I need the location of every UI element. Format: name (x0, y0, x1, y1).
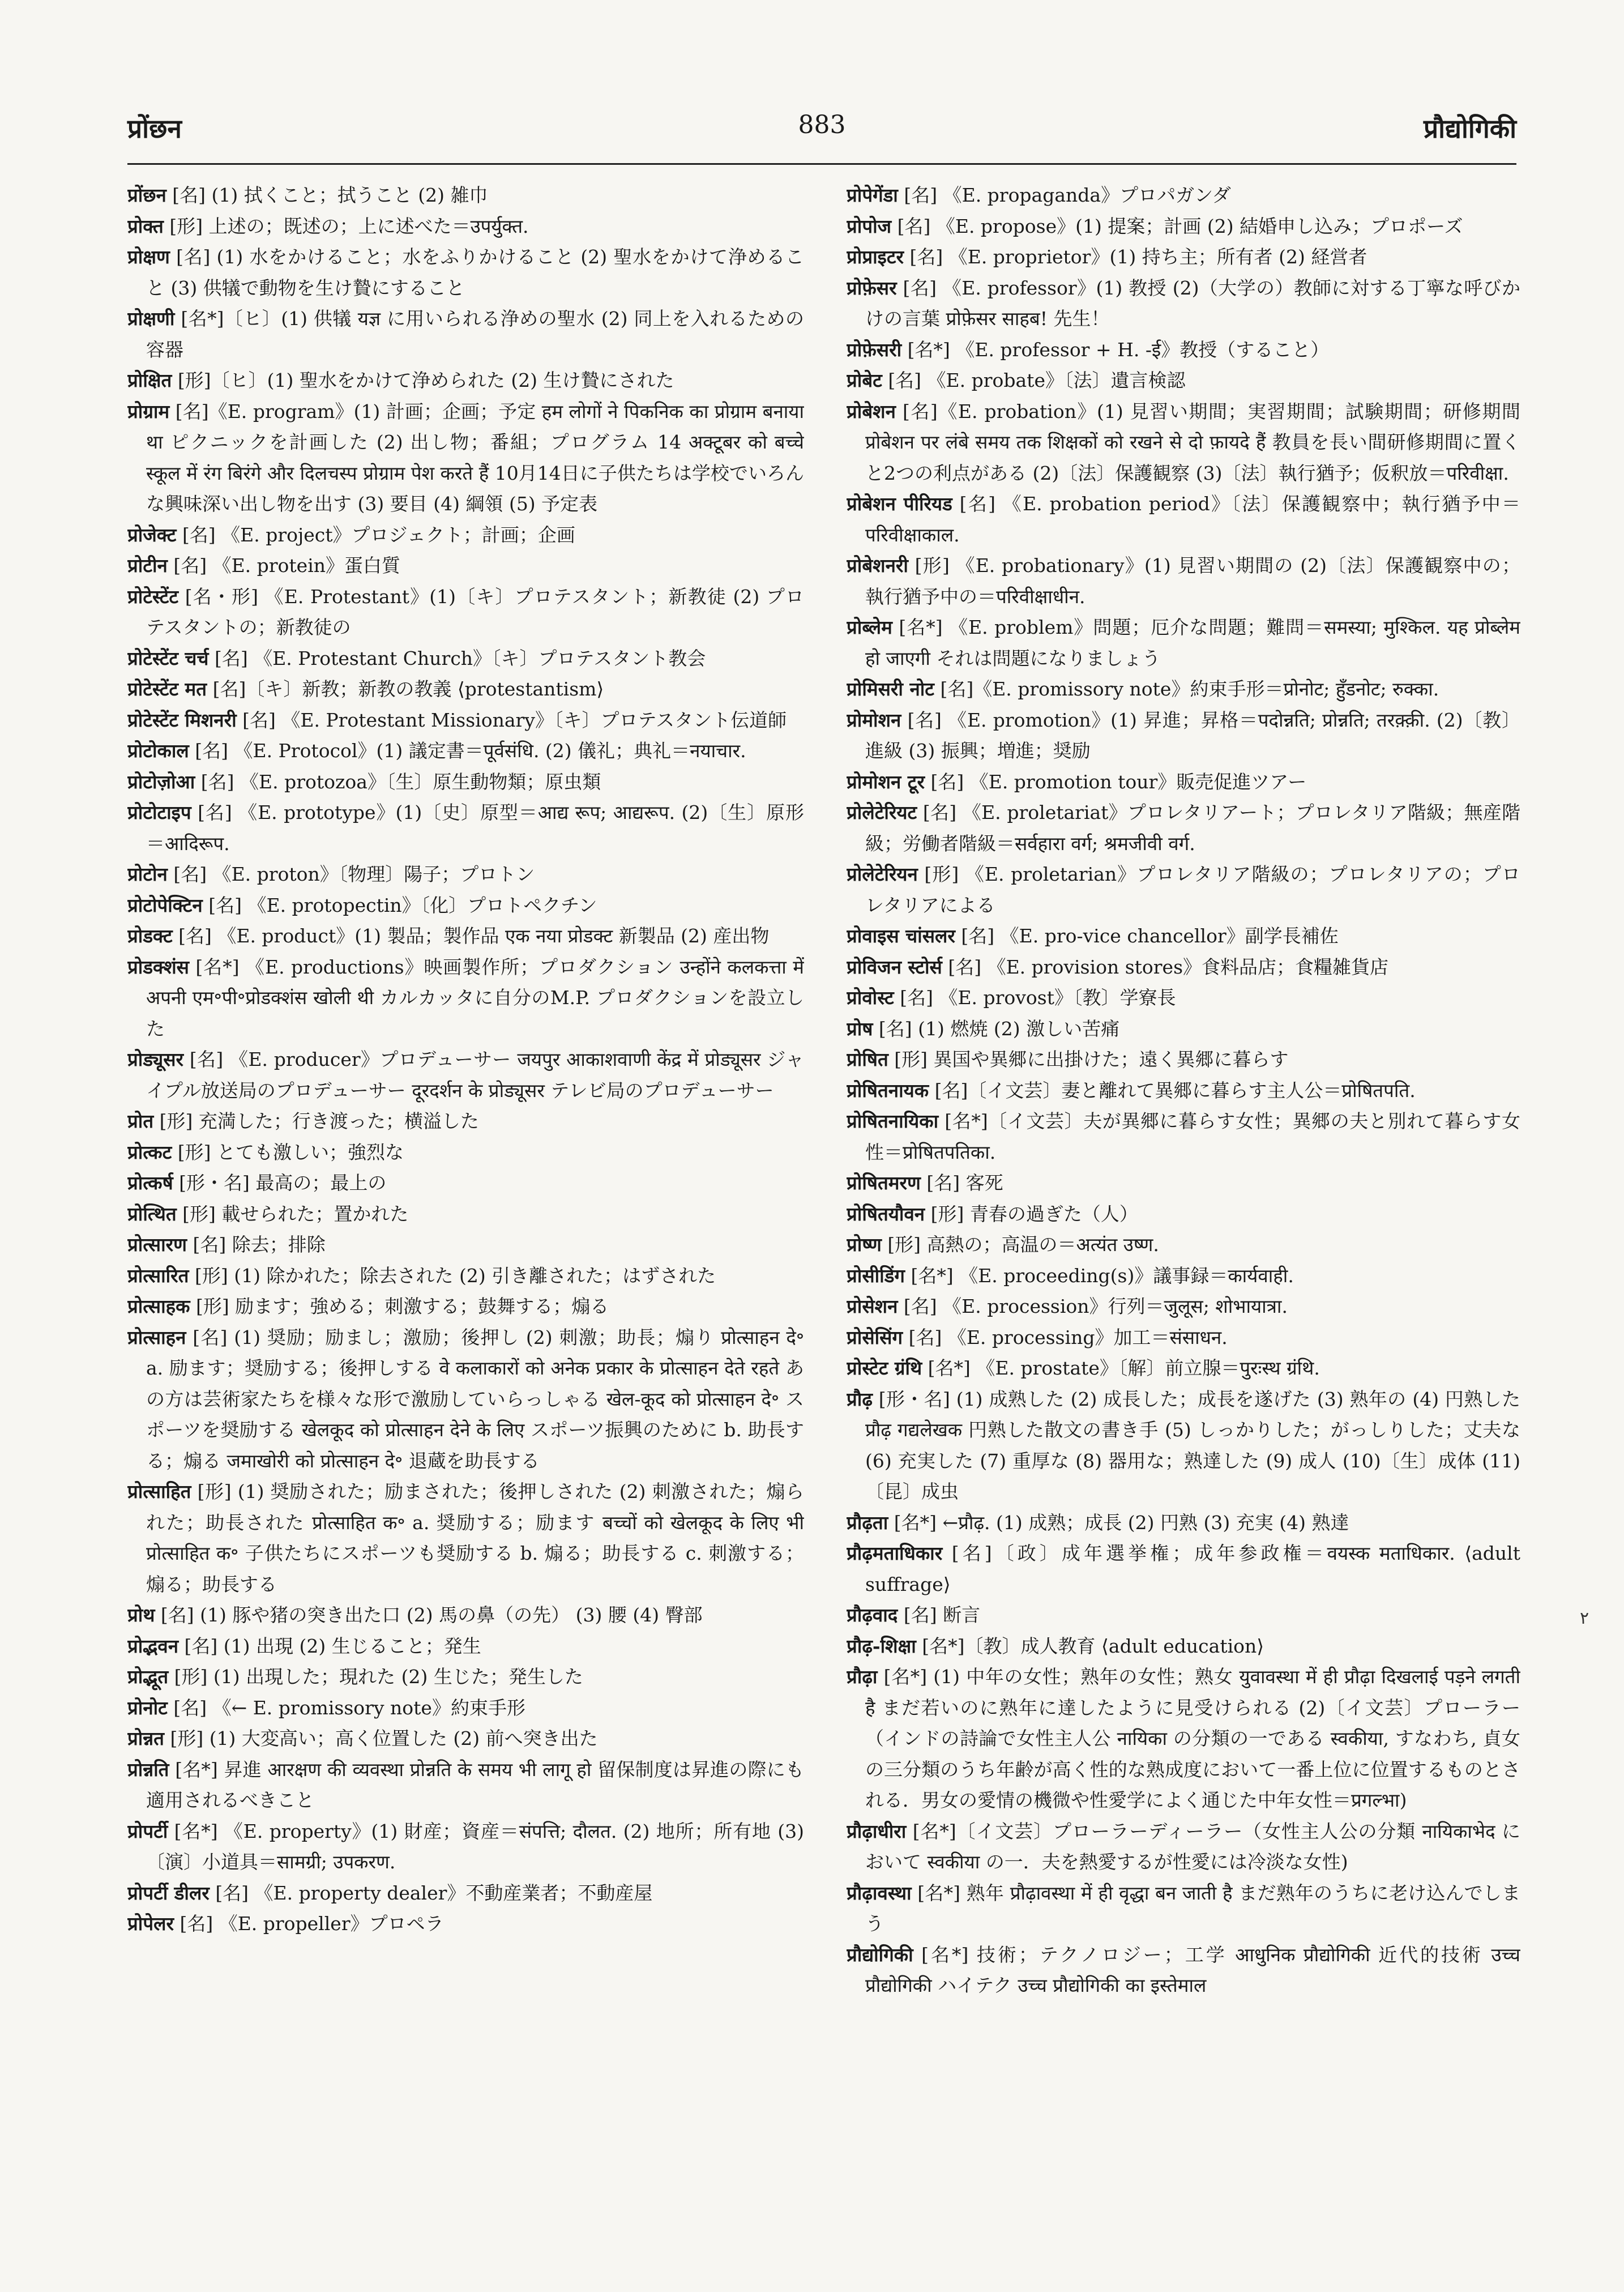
entry-definition: [形] (1) 大変高い；高く位置した (2) 前へ突き出た (170, 1727, 598, 1749)
dictionary-entry (127, 365, 804, 396)
entry-definition: [形] 《E. proletarian》プロレタリア階級の；プロレタリアの；プロレタリアによる (865, 863, 1520, 916)
margin-mark: ٢ (1580, 1608, 1589, 1628)
entry-headword: प्रोसेसिंग (847, 1326, 903, 1348)
entry-definition: [名] 《E. protopectin》〔化〕プロトペクチン (208, 894, 597, 916)
entry-headword: प्रोटेस्टेंट चर्च (127, 647, 209, 669)
entry-headword: प्रोपोज (847, 215, 892, 237)
dictionary-entry (127, 1816, 804, 1878)
entry-definition: [名] 《E. professor》(1) 教授 (2)（大学の）教師に対する丁寧な呼びかけの言葉 प्रोफ़ेसर साहब! 先生！ (865, 276, 1520, 330)
dictionary-entry (847, 1600, 1520, 1631)
dictionary-entry (127, 304, 804, 365)
dictionary-entry (847, 1538, 1520, 1600)
dictionary-entry (847, 1878, 1520, 1940)
dictionary-entry (127, 797, 804, 859)
entry-definition: [名] 《E. project》プロジェクト；計画；企画 (182, 523, 575, 546)
dictionary-entry (127, 1168, 804, 1199)
entry-definition: [名] 《E. pro-vice chancellor》副学長補佐 (961, 925, 1339, 947)
entry-definition: [形]〔ヒ〕(1) 聖水をかけて浄められた (2) 生け贄にされた (177, 369, 674, 391)
dictionary-entry (847, 1662, 1520, 1816)
entry-headword: प्रोषितनायिका (847, 1110, 939, 1132)
entry-definition: [形] 載せられた；置かれた (182, 1202, 409, 1225)
entry-headword: प्रोटेस्टेंट मत (127, 678, 207, 700)
dictionary-entry (127, 1631, 804, 1662)
dictionary-entry (127, 242, 804, 304)
entry-definition: [名] 《E. protozoa》〔生〕原生動物類；原虫類 (200, 770, 601, 793)
entry-headword: प्रोष (847, 1017, 873, 1040)
dictionary-entry (127, 211, 804, 242)
entry-headword: प्रोत्सारित (127, 1264, 189, 1287)
entry-headword: प्रोडक्शंस (127, 955, 189, 978)
entry-definition: [形] 異国や異郷に出掛けた；遠く異郷に暮らす (894, 1048, 1289, 1070)
entry-headword: प्रोत्साहक (127, 1295, 190, 1317)
entry-headword: प्रोटोज़ोआ (127, 770, 195, 793)
entry-definition: [名*] ←प्रौढ़. (1) 成熟；成長 (2) 円熟 (3) 充実 (4) 熟達 (894, 1511, 1349, 1534)
entry-definition: [名] 《E. Protocol》(1) 議定書＝पूर्वसंधि. (2) 儀礼；典礼＝नयाचार. (195, 740, 746, 762)
entry-headword: प्रोलेटेरियट (847, 801, 917, 823)
entry-definition: [名] 《E. processing》加工＝संसाधन. (908, 1326, 1228, 1348)
dictionary-entry (847, 983, 1520, 1014)
dictionary-entry (847, 921, 1520, 952)
entry-headword: प्रोत्कट (127, 1141, 172, 1163)
entry-headword: प्रोमोशन (847, 708, 901, 731)
entry-headword: प्रोमिसरी नोट (847, 678, 934, 700)
dictionary-entry (847, 1230, 1520, 1261)
entry-headword: प्रोटोकाल (127, 740, 189, 762)
entry-definition: [形] (1) 奨励された；励まされた；後押しされた (2) 刺激された；煽られた；助長された प्रोत्साहित क॰ a. 奨励する；励ます बच्चों को खेलकूद के लिए भी प्रोत्साहित क॰ 子供たちにスポーツも奨励する b. 煽る；助長する c. 刺激する；煽る；助長する (146, 1480, 804, 1595)
entry-definition: [名]〔イ文芸〕妻と離れて異郷に暮らす主人公＝प्रोषितपति. (934, 1079, 1416, 1102)
entry-definition: [名]《E. probation》(1) 見習い期間；実習期間；試験期間；研修期間 प्रोबेशन पर लंबे समय तक शिक्षकों को रखने से दो फ़ायदे हैं 教員を長い間研修期間に置くと2つの利点がある (2)〔法〕保護観察 (3)〔法〕執行猶予；仮釈放＝परिवीक्षा. (865, 400, 1520, 484)
page-number: 883 (798, 110, 846, 139)
entry-definition: [名] 《E. producer》プロデューサー जयपुर आकाशवाणी केंद्र में प्रोड्यूसर ジャイプル放送局のプロデューサー दूरदर्शन के प्रोड्यूसर テレビ局のプロデューサー (146, 1048, 804, 1102)
entry-headword: प्रौढ़-शिक्षा (847, 1634, 916, 1657)
dictionary-entry (127, 1755, 804, 1816)
dictionary-entry (127, 1230, 804, 1261)
entry-definition: [名*] 《E. professor + H. -ई》教授（すること） (907, 338, 1330, 361)
dictionary-entry (127, 890, 804, 921)
dictionary-entry (847, 1816, 1520, 1878)
dictionary-entry (127, 550, 804, 582)
dictionary-entry (847, 952, 1520, 983)
entry-headword: प्रोटेस्टेंट मिशनरी (127, 708, 237, 731)
dictionary-entry (847, 1261, 1520, 1292)
entry-headword: प्रौढ़ाधीरा (847, 1820, 907, 1842)
entry-definition: [名] 《← E. promissory note》約束手形 (173, 1696, 525, 1719)
entry-definition: [名] 《E. proton》〔物理〕陽子；プロトン (173, 863, 535, 885)
dictionary-entry (847, 1168, 1520, 1199)
dictionary-entry (127, 1137, 804, 1168)
entry-headword: प्रोवाइस चांसलर (847, 925, 955, 947)
entry-headword: प्रोबेशन पीरियड (847, 493, 952, 515)
entry-headword: प्रोक्त (127, 215, 164, 237)
right-column (847, 180, 1520, 2235)
entry-headword: प्रोडक्ट (127, 925, 173, 947)
entry-definition: [名] 《E. promotion tour》販売促進ツアー (930, 770, 1307, 793)
entry-headword: प्रोंछन (127, 184, 166, 206)
dictionary-entry (847, 1291, 1520, 1322)
dictionary-entry (127, 736, 804, 767)
dictionary-entry (847, 335, 1520, 366)
dictionary-entry (847, 1199, 1520, 1230)
dictionary-entry (127, 1693, 804, 1724)
entry-definition: [形] 上述の；既述の；上に述べた＝उपर्युक्त. (169, 215, 529, 237)
entry-definition: [形] (1) 除かれた；除去された (2) 引き離された；はずされた (194, 1264, 716, 1287)
dictionary-entry (847, 767, 1520, 798)
dictionary-entry (127, 952, 804, 1045)
entry-definition: [形] 充満した；行き渡った；横溢した (159, 1110, 479, 1132)
dictionary-entry (127, 396, 804, 520)
dictionary-entry (847, 612, 1520, 674)
dictionary-entry (847, 550, 1520, 612)
dictionary-entry (847, 396, 1520, 489)
entry-headword: प्रोटोन (127, 863, 168, 885)
entry-headword: प्रोक्षण (127, 246, 170, 268)
dictionary-entry (847, 1353, 1520, 1384)
entry-headword: प्रोसीडिंग (847, 1264, 905, 1287)
entry-definition: [形] 《E. probationary》(1) 見習い期間の (2)〔法〕保護観察中の；執行猶予中の＝परिवीक्षाधीन. (865, 554, 1520, 608)
entry-headword: प्रोन्नति (127, 1758, 169, 1781)
entry-definition: [名] 客死 (926, 1172, 1003, 1194)
entry-headword: प्रोस्टेट ग्रंथि (847, 1357, 922, 1379)
entry-headword: प्रोद्भवन (127, 1634, 179, 1657)
entry-headword: प्रोप्राइटर (847, 246, 904, 268)
entry-headword: प्रोड्यूसर (127, 1048, 183, 1070)
entry-headword: प्रोन्नत (127, 1727, 164, 1749)
entry-definition: [名] 《E. provision stores》食料品店；食糧雑貨店 (948, 955, 1389, 978)
entry-definition: [形・名] (1) 成熟した (2) 成長した；成長を遂げた (3) 熟年の (4) 円熟した प्रौढ़ गद्यलेखक 円熟した散文の書き手 (5) しっかりした；がっしりした；丈夫な (6) 充実した (7) 重厚な (8) 器用な；熟達した (9) 成人 (10)〔生〕成体 (11)〔昆〕成虫 (865, 1388, 1520, 1503)
header-rule (127, 163, 1516, 165)
entry-definition: [名] 《E. property dealer》不動産業者；不動産屋 (215, 1881, 653, 1904)
dictionary-entry (127, 520, 804, 551)
entry-definition: [名]《E. program》(1) 計画；企画；予定 हम लोगों ने पिकनिक का प्रोग्राम बनाया था ピクニックを計画した (2) 出し物；番組；プログラム 14 अक्टूबर को बच्चे स्कूल में रंग बिरंगे और दिलचस्प प्रोग्राम पेश करते हैं 10月14日に子供たちは学校でいろんな興味深い出し物を出す (3) 要目 (4) 綱領 (5) 予定表 (146, 400, 804, 515)
entry-headword: प्रौढ़मताधिकार (847, 1542, 943, 1564)
header-guide-word-left: प्रोंछन (127, 113, 182, 144)
entry-headword: प्रोष्ण (847, 1234, 882, 1256)
entry-headword: प्रोथ (127, 1604, 155, 1626)
entry-definition: [名] 《E. promotion》(1) 昇進；昇格＝पदोन्नति; प्रोन्नति; तरक़्क़ी. (2)〔教〕進級 (3) 振興；増進；奨励 (865, 708, 1520, 762)
entry-headword: प्रोक्षणी (127, 308, 175, 330)
entry-headword: प्रोबेशन (847, 400, 896, 422)
entry-definition: [名] 《E. propaganda》プロパガンダ (904, 184, 1231, 206)
dictionary-entry (127, 1878, 804, 1909)
entry-headword: प्रोमोशन टूर (847, 770, 925, 793)
entry-definition: [形] (1) 出現した；現れた (2) 生じた；発生した (174, 1666, 583, 1688)
entry-definition: [名] 《E. propose》(1) 提案；計画 (2) 結婚申し込み；プロポーズ (897, 215, 1463, 237)
dictionary-entry (847, 797, 1520, 859)
dictionary-entry (847, 365, 1520, 396)
dictionary-entry (127, 582, 804, 643)
entry-headword: प्रौढ़वाद (847, 1604, 898, 1626)
entry-headword: प्रोपर्टी डीलर (127, 1881, 210, 1904)
entry-definition: [名] (1) 拭くこと；拭うこと (2) 雑巾 (172, 184, 488, 206)
entry-headword: प्रोपर्टी (127, 1820, 168, 1842)
entry-headword: प्रोत (127, 1110, 154, 1132)
entry-definition: [名*]〔ヒ〕(1) 供犠 यज्ञ に用いられる浄めの聖水 (2) 同上を入れるための容器 (146, 308, 804, 361)
entry-definition: [名] 《E. probate》〔法〕遺言検認 (888, 369, 1186, 391)
dictionary-entry (127, 1600, 804, 1631)
entry-definition: [名*] 《E. productions》映画製作所；プロダクション उन्होंने कलकत्ता में अपनी एम॰पी॰प्रोडक्शंस खोली थी カルカッタに自分のM.P. プロダクションを設立した (146, 955, 804, 1040)
left-column (127, 180, 804, 2235)
dictionary-entry (127, 1261, 804, 1292)
dictionary-entry (847, 1322, 1520, 1354)
entry-headword: प्रोत्सारण (127, 1234, 187, 1256)
entry-definition: [名] (1) 燃焼 (2) 激しい苦痛 (878, 1017, 1120, 1040)
entry-headword: प्रोब्लेम (847, 616, 892, 638)
entry-headword: प्रोलेटेरियन (847, 863, 918, 885)
entry-headword: प्रोबेट (847, 369, 882, 391)
entry-headword: प्रोटेस्टेंट (127, 585, 179, 608)
dictionary-entry (127, 1199, 804, 1230)
dictionary-entry (127, 767, 804, 798)
entry-definition: [名] 《E. product》(1) 製品；製作品 एक नया प्रोडक्ट 新製品 (2) 産出物 (178, 925, 770, 947)
dictionary-entry (127, 180, 804, 211)
dictionary-entry (847, 674, 1520, 705)
dictionary-entry (847, 1631, 1520, 1662)
entry-headword: प्रोक्षित (127, 369, 172, 391)
entry-headword: प्रोपेगेंडा (847, 184, 898, 206)
entry-definition: [名]〔政〕成年選挙権；成年参政権＝वयस्क मताधिकार. ⟨adult suffrage⟩ (865, 1542, 1520, 1595)
entry-definition: [名] 《E. probation period》〔法〕保護観察中；執行猶予中＝परिवीक्षाकाल. (865, 493, 1520, 546)
entry-headword: प्रोद्भूत (127, 1666, 169, 1688)
entry-headword: प्रोत्थित (127, 1202, 177, 1225)
dictionary-entry (127, 1662, 804, 1693)
entry-definition: [名] 除去；排除 (193, 1234, 326, 1256)
dictionary-entry (847, 1940, 1520, 2001)
entry-headword: प्रोत्साहित (127, 1480, 191, 1503)
entry-headword: प्रोसेशन (847, 1295, 898, 1317)
entry-headword: प्रोनोट (127, 1696, 168, 1719)
entry-headword: प्रोषितनायक (847, 1079, 929, 1102)
entry-definition: [名*] 《E. proceeding(s)》議事録＝कार्यवाही. (911, 1264, 1294, 1287)
entry-headword: प्रोटीन (127, 554, 168, 577)
entry-definition: [名] (1) 奨励；励まし；激励；後押し (2) 刺激；助長；煽り प्रोत्साहन दे॰ a. 励ます；奨励する；後押しする वे कलाकारों को अनेक प्रकार के प्रोत्साहन देते रहते あの方は芸術家たちを様々な形で激励していらっしゃる खेल-कूद को प्रोत्साहन दे॰ スポーツを奨励する खेलकूद को प्रोत्साहन देने के लिए スポーツ振興のために b. 助長する；煽る जमाखोरी को प्रोत्साहन दे॰ 退蔵を助長する (146, 1326, 804, 1472)
dictionary-entry (127, 705, 804, 736)
entry-headword: प्रोपेलर (127, 1913, 174, 1935)
entry-headword: प्रोविजन स्टोर्स (847, 955, 942, 978)
dictionary-entry (847, 489, 1520, 550)
dictionary-entry (847, 211, 1520, 242)
dictionary-entry (127, 1291, 804, 1322)
entry-headword: प्रोटोटाइप (127, 801, 191, 823)
entry-definition: [形・名] 最高の；最上の (179, 1172, 387, 1194)
entry-definition: [名] (1) 豚や猪の突き出た口 (2) 馬の鼻（の先） (3) 腰 (4) 臀部 (160, 1604, 703, 1626)
entry-definition: [形] 励ます；強める；刺激する；鼓舞する；煽る (195, 1295, 609, 1317)
entry-headword: प्रौढ़ (847, 1388, 873, 1410)
header-guide-word-right: प्रौद्योगिकी (1423, 113, 1516, 144)
entry-headword: प्रोत्कर्ष (127, 1172, 173, 1194)
entry-definition: [名] 《E. proprietor》(1) 持ち主；所有者 (2) 経営者 (909, 246, 1367, 268)
entry-definition: [形] とても激しい；強烈な (177, 1141, 404, 1163)
dictionary-entry (127, 1044, 804, 1106)
entry-definition: [名*] 熟年 प्रौढ़ावस्था में ही वृद्धा बन जाती है まだ熟年のうちに老け込んでしまう (865, 1881, 1520, 1935)
entry-headword: प्रौढ़ावस्था (847, 1881, 912, 1904)
dictionary-entry (847, 180, 1520, 211)
dictionary-entry (127, 1106, 804, 1137)
dictionary-entry (127, 1476, 804, 1600)
entry-headword: प्रोत्साहन (127, 1326, 186, 1348)
entry-headword: प्रोटोपेक्टिन (127, 894, 203, 916)
dictionary-entry (127, 674, 804, 705)
entry-definition: [名] (1) 水をかけること；水をふりかけること (2) 聖水をかけて浄めること (3) 供犠で動物を生け贄にすること (146, 246, 804, 299)
entry-definition: [名] 《E. prototype》(1)〔史〕原型＝आद्य रूप; आद्यरूप. (2)〔生〕原形＝आदिरूप. (146, 801, 804, 855)
dictionary-entry (847, 705, 1520, 767)
dictionary-entry (127, 1909, 804, 1940)
dictionary-entry (127, 643, 804, 675)
dictionary-entry (847, 1075, 1520, 1107)
entry-definition: [名] 《E. Protestant Church》〔キ〕プロテスタント教会 (214, 647, 706, 669)
entry-definition: [名] 《E. propeller》プロペラ (180, 1913, 444, 1935)
entry-definition: [名*] 《E. prostate》〔解〕前立腺＝पुरःस्थ ग्रंथि. (928, 1357, 1320, 1379)
entry-headword: प्रोजेक्ट (127, 523, 177, 546)
dictionary-entry (127, 1723, 804, 1755)
dictionary-entry (127, 859, 804, 890)
entry-headword: प्रोषित (847, 1048, 888, 1070)
entry-definition: [名] 《E. protein》蛋白質 (173, 554, 401, 577)
dictionary-entry (847, 1384, 1520, 1508)
entry-headword: प्रोफ़ेसर (847, 276, 897, 299)
page-header (127, 110, 1516, 161)
entry-headword: प्रौढ़ता (847, 1511, 888, 1534)
entry-headword: प्रोफ़ेसरी (847, 338, 902, 361)
entry-definition: [名*]〔イ文芸〕夫が異郷に暮らす女性；異郷の夫と別れて暮らす女性＝प्रोषितपतिका. (865, 1110, 1520, 1163)
entry-definition: [名*] 昇進 आरक्षण की व्यवस्था प्रोन्नति के समय भी लागू हो 留保制度は昇進の際にも適用されるべきこと (146, 1758, 804, 1811)
entry-definition: [名] 断言 (903, 1604, 981, 1626)
entry-definition: [名]〔キ〕新教；新教の教義 ⟨protestantism⟩ (212, 678, 604, 700)
entry-headword: प्रोषितयौवन (847, 1202, 925, 1225)
dictionary-entry (847, 1508, 1520, 1539)
dictionary-entry (847, 1014, 1520, 1045)
dictionary-entry (847, 242, 1520, 273)
entry-definition: [形] 青春の過ぎた（人） (930, 1202, 1138, 1225)
entry-definition: [名] 《E. provost》〔教〕学寮長 (900, 987, 1176, 1009)
dictionary-entry (127, 1322, 804, 1477)
entry-definition: [名*]〔イ文芸〕プローラーディーラー（女性主人公の分類 नायिकाभेद において स्वकीया の一．夫を熱愛するが性愛には冷淡な女性) (865, 1820, 1520, 1873)
entry-definition: [名] (1) 出現 (2) 生じること；発生 (184, 1634, 481, 1657)
entry-headword: प्रोग्राम (127, 400, 170, 422)
entry-headword: प्रोवोस्ट (847, 987, 894, 1009)
dictionary-entry (847, 273, 1520, 335)
entry-definition: [名] 《E. proletariat》プロレタリアート；プロレタリア階級；無産階級；労働者階級＝सर्वहारा वर्ग; श्रमजीवी वर्ग. (865, 801, 1520, 855)
entry-definition: [形] 高熱の；高温の＝अत्यंत उष्ण. (887, 1234, 1159, 1256)
entry-definition: [名] 《E. procession》行列＝जुलूस; शोभायात्रा. (903, 1295, 1288, 1317)
entry-definition: [名] 《E. Protestant Missionary》〔キ〕プロテスタント伝道師 (242, 708, 787, 731)
entry-definition: [名・形] 《E. Protestant》(1)〔キ〕プロテスタント；新教徒 (2) プロテスタントの；新教徒の (146, 585, 804, 638)
entry-definition: [名*] 《E. problem》問題；厄介な問題；難問＝समस्या; मुश्किल. यह प्रोब्लेम हो जाएगी それは問題になりましょう (865, 616, 1520, 669)
entry-definition: [名]《E. promissory note》約束手形＝प्रोनोट; हुँडनोट; रुक्का. (940, 678, 1439, 700)
entry-headword: प्रोबेशनरी (847, 554, 908, 577)
entry-definition: [名*]〔教〕成人教育 ⟨adult education⟩ (922, 1634, 1264, 1657)
dictionary-entry (847, 1044, 1520, 1075)
entry-headword: प्रौद्योगिकी (847, 1943, 913, 1966)
entry-headword: प्रौढ़ा (847, 1666, 878, 1688)
dictionary-entry (847, 1106, 1520, 1168)
dictionary-entry (847, 859, 1520, 921)
entry-headword: प्रोषितमरण (847, 1172, 921, 1194)
entry-definition: [名*] 技術；テクノロジー；工学 आधुनिक प्रौद्योगिकी 近代的技術 उच्च प्रौद्योगिकी ハイテク उच्च प्रौद्योगिकी का इस्तेमाल (865, 1943, 1520, 1996)
entry-definition: [名*] 《E. property》(1) 財産；資産＝संपत्ति; दौलत. (2) 地所；所有地 (3)〔演〕小道具＝सामग्री; उपकरण. (146, 1820, 804, 1873)
dictionary-entry (127, 921, 804, 952)
entry-definition: [名*] (1) 中年の女性；熟年の女性；熟女 युवावस्था में ही प्रौढ़ा दिखलाई पड़ने लगती है まだ若いのに熟年に達したように見受けられる (2)〔イ文芸〕プローラー（インドの詩論で女性主人公 नायिका の分類の一である स्वकीया, すなわち, 貞女の三分類のうち年齢が高く性的な熟成度において一番上位に位置するものとされる．男女の愛情の機微や性愛学によく通じた中年女性＝प्रगल्भा) (865, 1666, 1520, 1811)
